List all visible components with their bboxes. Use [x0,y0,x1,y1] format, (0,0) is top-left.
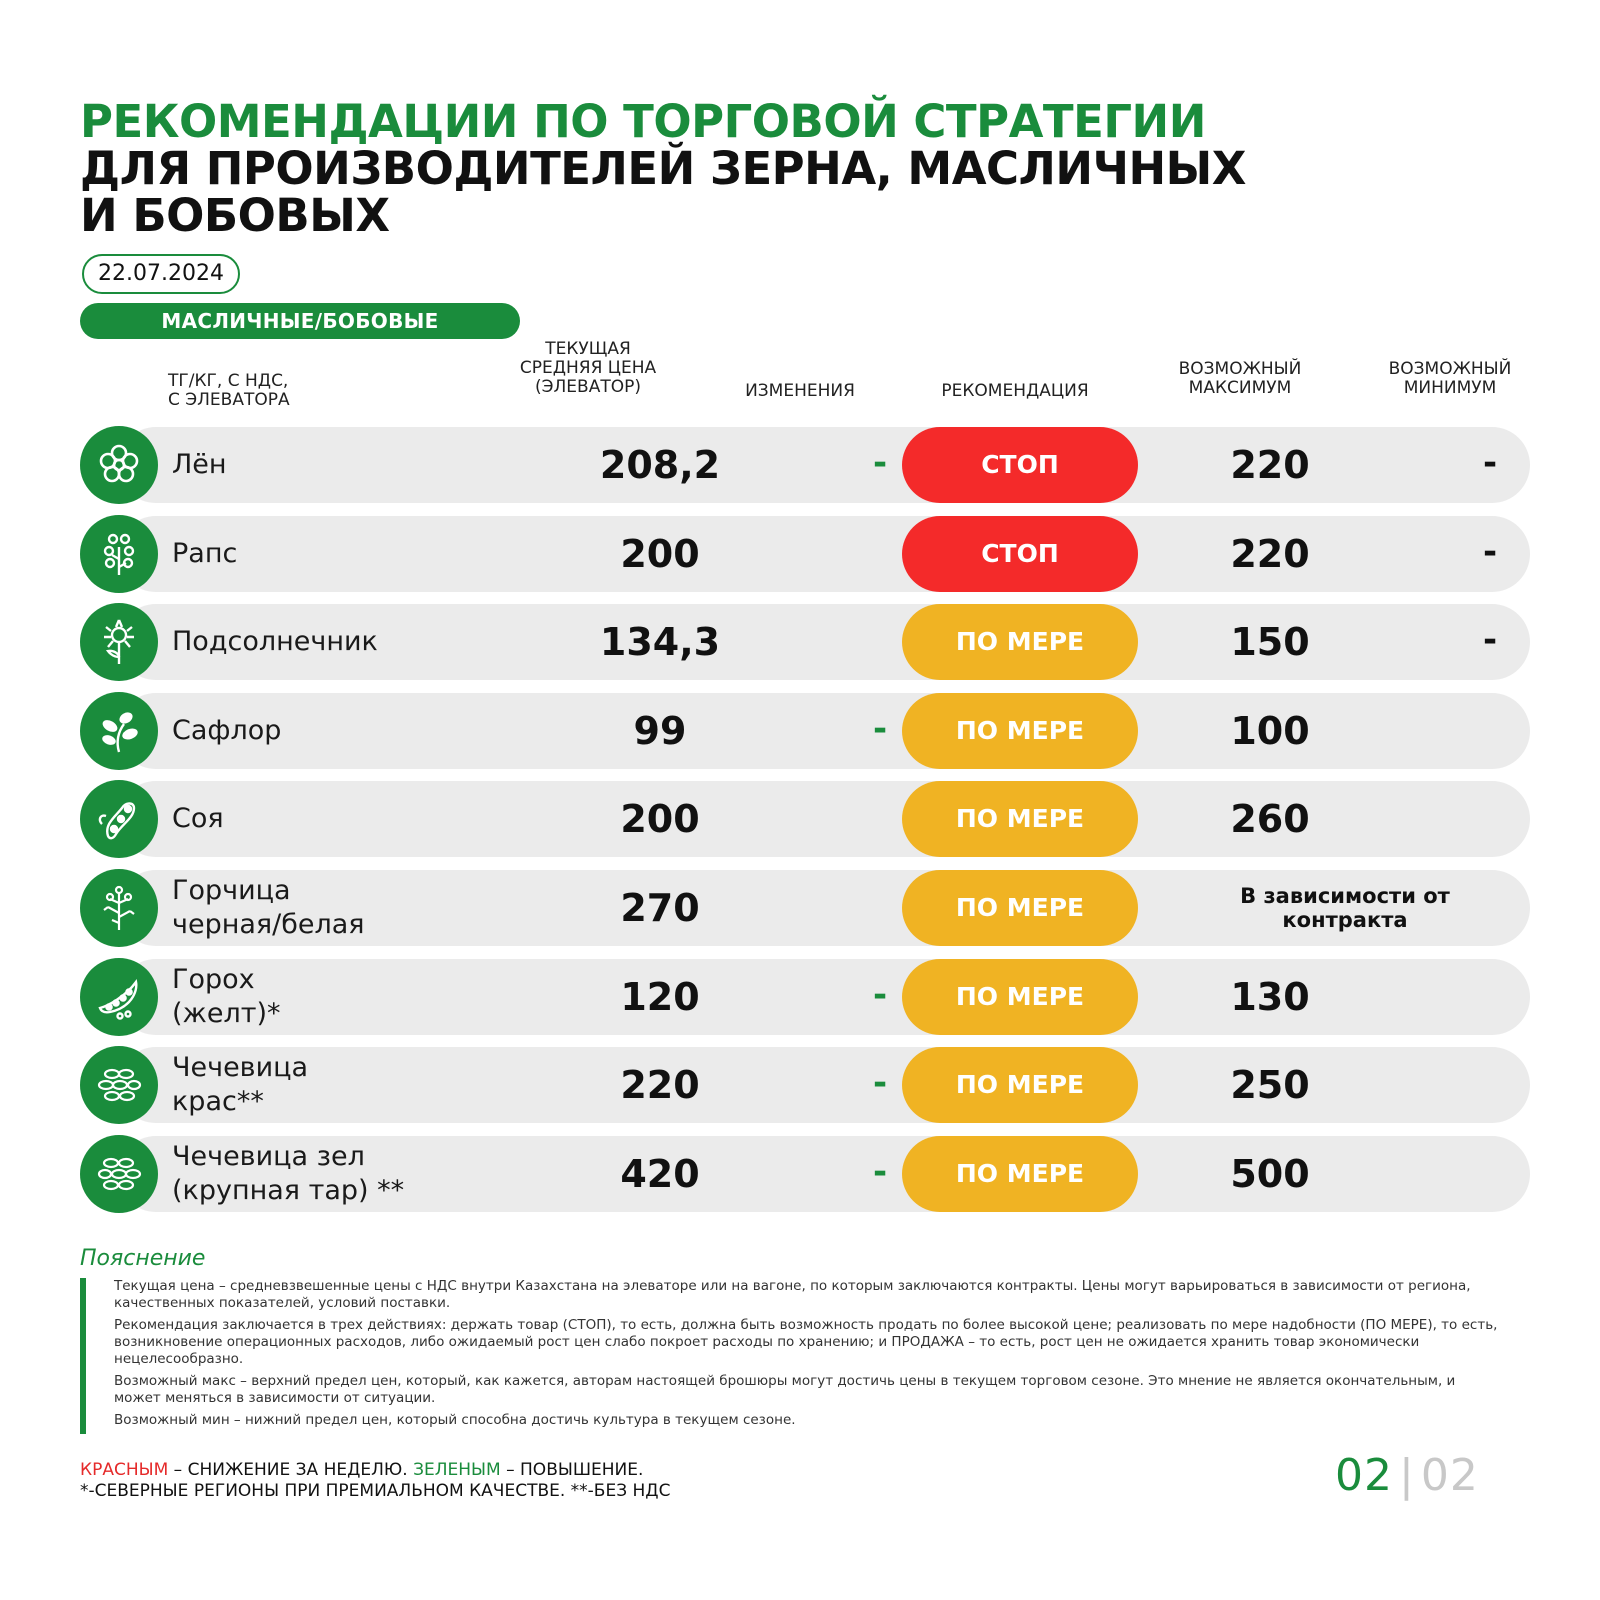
legend-line-2: *-СЕВЕРНЫЕ РЕГИОНЫ ПРИ ПРЕМИАЛЬНОМ КАЧЕСТВЕ. **-БЕЗ НДС [80,1481,671,1501]
price-change: - [872,1063,888,1104]
recommendation-badge: СТОП [902,516,1138,592]
crop-name: Соя [172,803,224,835]
possible-min: - [1482,620,1498,661]
rapeseed-icon [80,515,158,593]
recommendation-badge: ПО МЕРЕ [902,1136,1138,1212]
crop-name: Горчица черная/белая [172,875,365,940]
possible-max: 220 [1230,443,1310,487]
category-badge: МАСЛИЧНЫЕ/БОБОВЫЕ [80,303,520,339]
table-row [80,869,1530,947]
page-title [80,95,1560,242]
possible-max: 220 [1230,531,1310,576]
crop-name: Рапс [172,537,238,569]
header-min: ВОЗМОЖНЫЙ МИНИМУМ [1388,359,1512,398]
page-current: 02 [1335,1450,1393,1501]
lentil-green-icon [80,1135,158,1213]
legend-green-text: – ПОВЫШЕНИЕ. [500,1460,644,1480]
note-price: Текущая цена – средневзвешенные цены с НДС внутри Казахстана на элеваторе или на вагоне, по которым заключаются контракты. Цены могут варьироваться в зависимости от региона, качественных показателей, условий поставки. [114,1278,1471,1311]
recommendation-badge: ПО МЕРЕ [902,959,1138,1035]
current-price: 134,3 [599,620,721,665]
note-recommendation: Рекомендация заключается в трех действиях: держать товар (СТОП), то есть, должна быть возможность продать по более высокой цене; реализовать по мере надобности (ПО МЕРЕ), то есть, возникновение операционных расходов, либо ожидаемый рост цен слабо покроет расходы по хранению; и ПРОДАЖА – то есть, рост цен не ожидается хранить товар экономически нецелесообразно. [114,1317,1498,1367]
possible-min [1400,692,1580,770]
possible-min [1400,958,1580,1036]
title-line-1: РЕКОМЕНДАЦИИ ПО ТОРГОВОЙ СТРАТЕГИИ [80,95,1206,148]
recommendation-badge: ПО МЕРЕ [902,870,1138,946]
current-price: 420 [620,1151,700,1196]
table-row [80,958,1530,1036]
header-recommendation: РЕКОМЕНДАЦИЯ [941,381,1089,401]
current-price: 120 [620,974,700,1019]
possible-max: 100 [1230,708,1310,753]
flower-icon [80,426,158,504]
table-row [80,780,1530,858]
lentil-icon [80,1046,158,1124]
notes-box [80,1278,1500,1434]
recommendation-badge: ПО МЕРЕ [902,693,1138,769]
title-line-3: И БОБОВЫХ [80,189,390,242]
possible-min [1400,869,1580,947]
sunflower-icon [80,603,158,681]
possible-max: 150 [1230,620,1310,665]
crop-name: Чечевица зел (крупная тар) ** [172,1140,405,1206]
crop-name: Подсолнечник [172,626,378,658]
page-counter [1335,1452,1479,1500]
header-max: ВОЗМОЖНЫЙ МАКСИМУМ [1178,359,1302,398]
crop-name: Горох (желт)* [172,963,281,1029]
table-row [80,692,1530,770]
price-change: - [872,708,888,749]
possible-min [1400,780,1580,858]
possible-max: 250 [1230,1063,1310,1108]
current-price: 99 [633,708,687,753]
pea-icon [80,958,158,1036]
recommendation-badge: ПО МЕРЕ [902,604,1138,680]
soy-icon [80,780,158,858]
recommendation-badge: ПО МЕРЕ [902,1047,1138,1123]
table-row [80,1135,1530,1213]
legend-line-1 [80,1460,670,1481]
crop-name: Сафлор [172,714,282,746]
note-max: Возможный макс – верхний предел цен, который, как кажется, авторам настоящей брошюры могут достичь цены в текущем торговом сезоне. Это мнение не является окончательным, и может меняться в зависимости от ситуации. [114,1373,1456,1406]
possible-min [1400,1046,1580,1124]
recommendation-badge: ПО МЕРЕ [902,781,1138,857]
price-change: - [872,974,888,1015]
possible-max: 260 [1230,797,1310,842]
legend [80,1460,670,1502]
safflower-icon [80,692,158,770]
page-total: 02 [1420,1450,1479,1501]
possible-max: В зависимости от контракта [1240,884,1450,932]
recommendation-badge: СТОП [902,427,1138,503]
note-min: Возможный мин – нижний предел цен, который способна достичь культура в текущем сезоне. [114,1412,796,1428]
possible-min [1400,1135,1580,1213]
table-row [80,426,1530,504]
current-price: 220 [620,1063,700,1108]
page-separator: | [1399,1450,1415,1501]
possible-min: - [1482,443,1498,483]
date-badge: 22.07.2024 [82,254,240,294]
notes-title: Пояснение [80,1246,206,1271]
mustard-icon [80,869,158,947]
current-price: 270 [620,886,700,930]
table-row [80,515,1530,593]
possible-max: 130 [1230,974,1310,1019]
price-change: - [872,1151,888,1192]
crop-name: Чечевица крас** [172,1052,309,1118]
legend-green-word: ЗЕЛЕНЫМ [413,1460,501,1480]
current-price: 200 [620,531,700,576]
current-price: 200 [620,797,700,842]
possible-min: - [1482,531,1498,572]
title-line-2: ДЛЯ ПРОИЗВОДИТЕЛЕЙ ЗЕРНА, МАСЛИЧНЫХ [80,142,1246,195]
legend-red-word: КРАСНЫМ [80,1460,169,1480]
table-row [80,1046,1530,1124]
header-unit: ТГ/КГ, С НДС, С ЭЛЕВАТОРА [168,371,290,410]
header-price: ТЕКУЩАЯ СРЕДНЯЯ ЦЕНА (ЭЛЕВАТОР) [519,339,657,397]
header-change: ИЗМЕНЕНИЯ [745,381,855,401]
crop-name: Лён [172,449,227,480]
price-change: - [872,443,888,483]
table-row [80,603,1530,681]
current-price: 208,2 [599,443,721,487]
possible-max: 500 [1230,1151,1310,1196]
legend-red-text: – СНИЖЕНИЕ ЗА НЕДЕЛЮ. [168,1460,414,1480]
